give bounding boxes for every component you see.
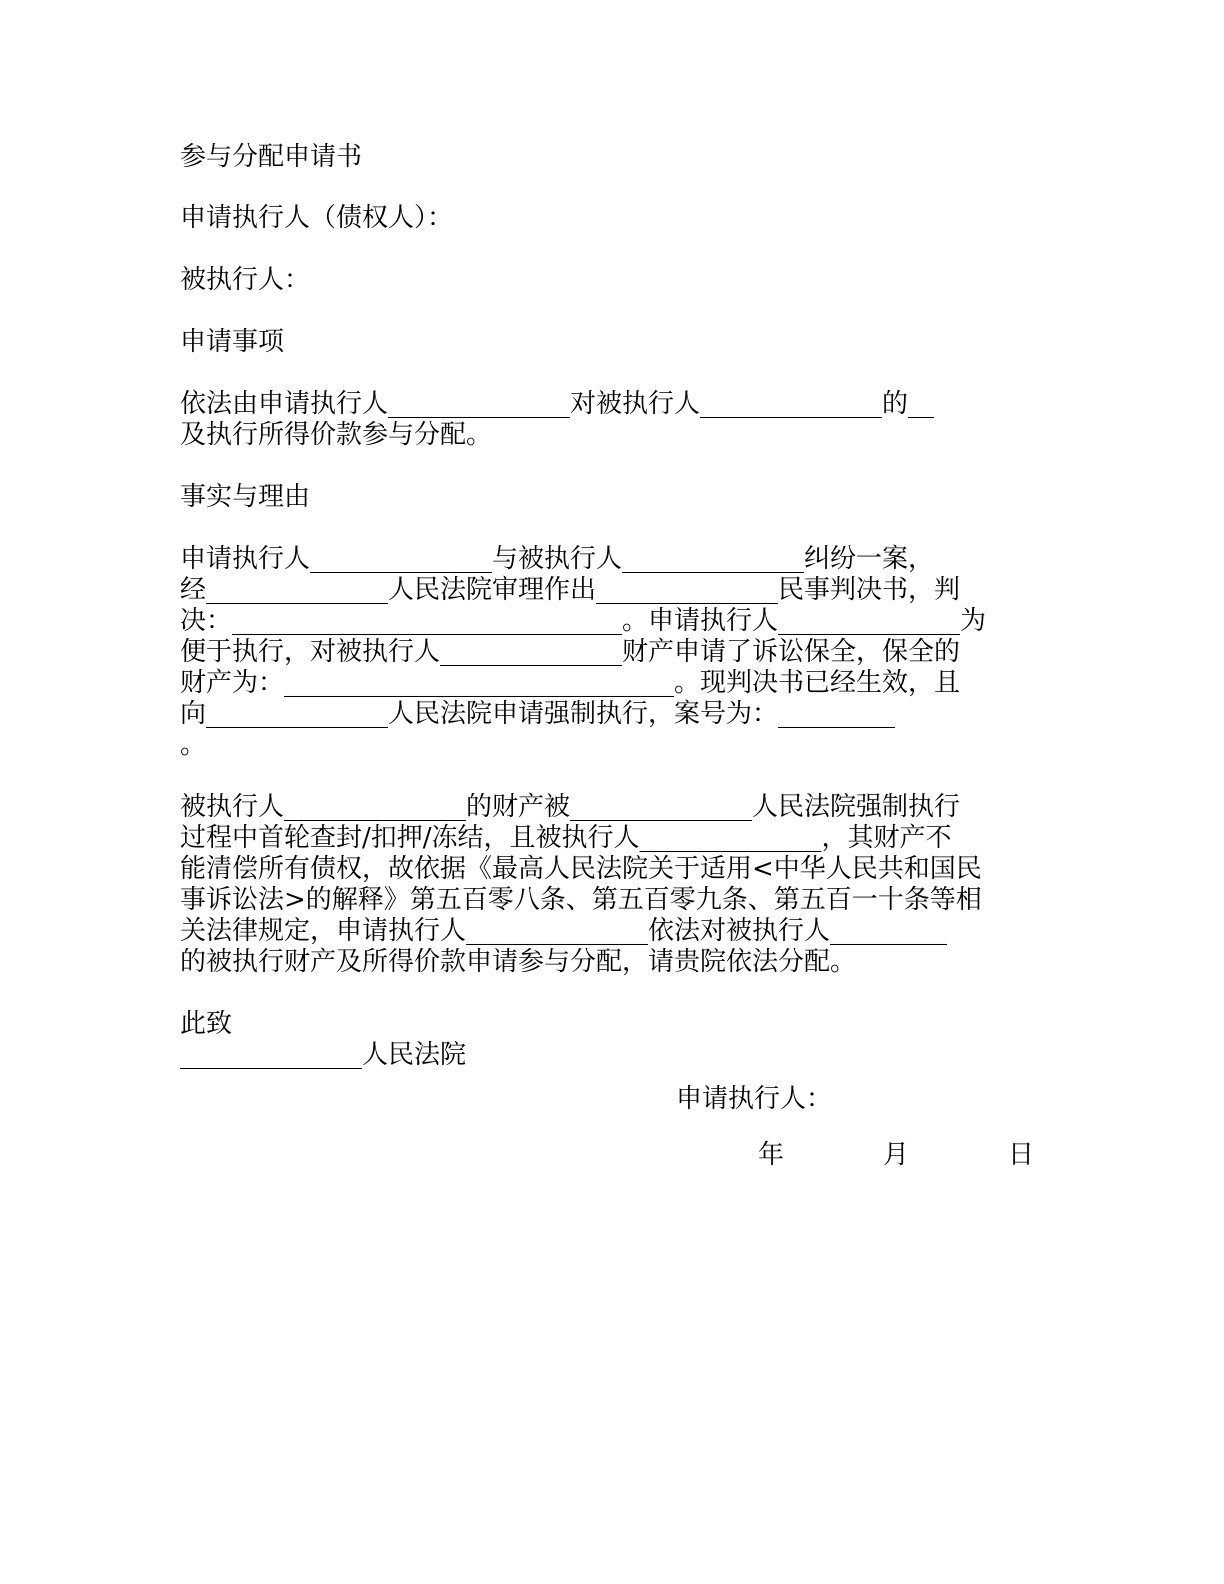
closing bbox=[180, 1009, 1030, 1071]
facts-paragraph-2 bbox=[180, 792, 1030, 978]
request-line: 及执行所得价款参与分配。 bbox=[180, 420, 493, 450]
request-line: 依法由申请执行人______________对被执行人______________的__ bbox=[180, 389, 935, 419]
facts-line: 财产为：______________________________。现判决书已经生效，且 bbox=[180, 668, 961, 698]
facts-line: 申请执行人______________与被执行人______________纠纷一案， bbox=[180, 544, 935, 574]
request-paragraph bbox=[180, 389, 1030, 451]
date-month: 月 bbox=[883, 1140, 910, 1170]
date-year: 年 bbox=[758, 1140, 785, 1170]
facts-heading: 事实与理由 bbox=[180, 482, 311, 512]
facts-line: 经______________人民法院审理作出______________民事判决书，判 bbox=[180, 575, 961, 605]
signature-label: 申请执行人： bbox=[676, 1084, 833, 1114]
facts-paragraph-1 bbox=[180, 544, 1030, 761]
applicant-label: 申请执行人（债权人）： bbox=[180, 203, 454, 233]
facts-line: 关法律规定，申请执行人______________依法对被执行人_________ bbox=[180, 916, 948, 946]
facts-line: 的被执行财产及所得价款申请参与分配，请贵院依法分配。 bbox=[180, 947, 857, 977]
facts-line: 便于执行，对被执行人______________财产申请了诉讼保全，保全的 bbox=[180, 637, 961, 667]
date-day: 日 bbox=[1008, 1140, 1035, 1170]
facts-line: 决：______________________________。申请执行人______________为 bbox=[180, 606, 987, 636]
respondent-label: 被执行人： bbox=[180, 265, 311, 295]
facts-line: 。 bbox=[180, 730, 207, 760]
facts-line: 能清偿所有债权，故依据《最高人民法院关于适用<中华人民共和国民 bbox=[180, 854, 982, 884]
facts-line: 过程中首轮查封/扣押/冻结，且被执行人______________，其财产不 bbox=[180, 823, 952, 853]
request-heading: 申请事项 bbox=[180, 327, 285, 357]
closing-to: 此致 bbox=[180, 1009, 233, 1039]
facts-line: 事诉讼法>的解释》第五百零八条、第五百零九条、第五百一十条等相 bbox=[180, 885, 982, 915]
document-title: 参与分配申请书 bbox=[180, 142, 363, 172]
facts-line: 被执行人______________的财产被______________人民法院强制执行 bbox=[180, 792, 961, 822]
court-line: ______________人民法院 bbox=[180, 1040, 467, 1070]
document-body bbox=[180, 142, 1030, 1071]
facts-line: 向______________人民法院申请强制执行，案号为：_________ bbox=[180, 699, 896, 729]
